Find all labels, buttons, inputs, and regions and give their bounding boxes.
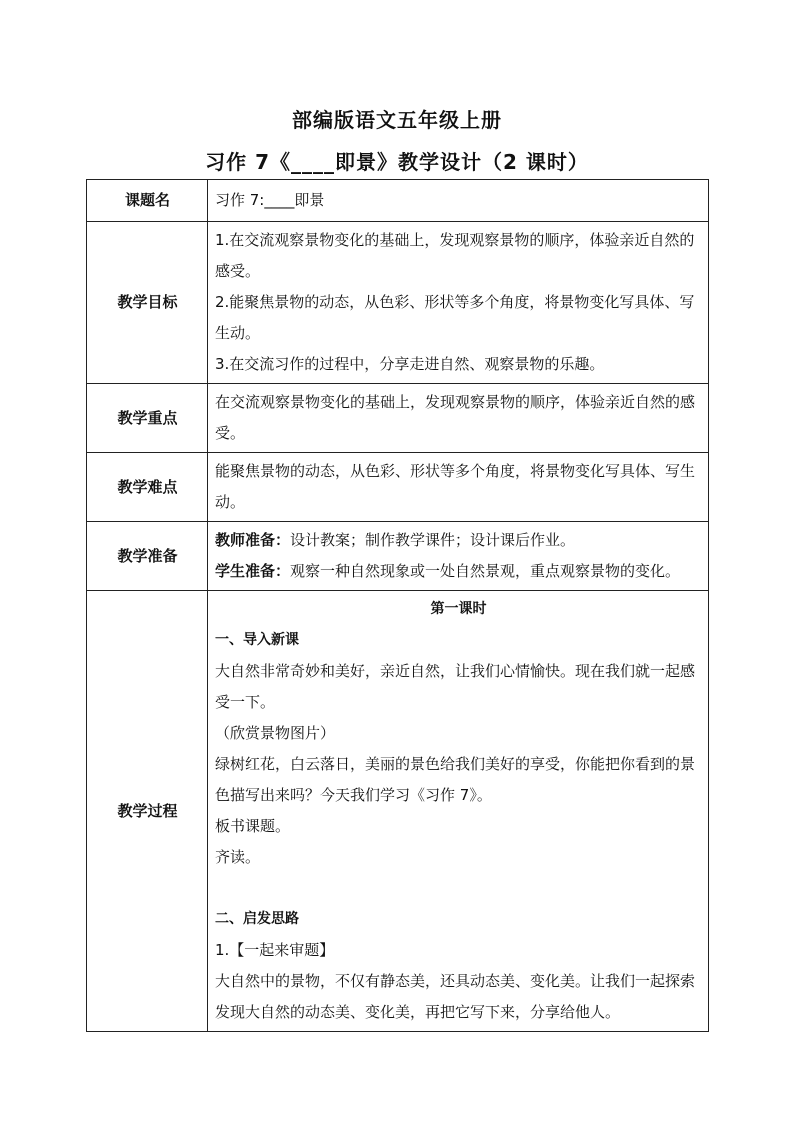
goal-item-2: 2.能聚焦景物的动态，从色彩、形状等多个角度，将景物变化写具体、写生动。 xyxy=(215,293,695,342)
goal-item-3: 3.在交流习作的过程中，分享走进自然、观察景物的乐趣。 xyxy=(215,355,605,373)
section-heading-inspire: 二、启发思路 xyxy=(215,911,299,927)
student-preparation-label: 学生准备： xyxy=(215,562,291,580)
student-preparation xyxy=(215,556,702,587)
intro-paragraph-2: （欣赏景物图片） xyxy=(215,724,336,742)
inspire-paragraph: 大自然中的景物，不仅有静态美，还具动态美、变化美。让我们一起探索发现大自然的动态美、变化美，再把它写下来，分享给他人。 xyxy=(215,972,696,1021)
inspire-subheading: 1.【一起来审题】 xyxy=(215,941,335,959)
value-difficulties: 能聚焦景物的动态，从色彩、形状等多个角度，将景物变化写具体、写生动。 xyxy=(208,453,709,522)
blank-line xyxy=(215,873,702,904)
table-row-goals xyxy=(87,222,709,384)
document-subtitle: 习作 7《____即景》教学设计（2 课时） xyxy=(205,150,589,174)
value-process xyxy=(208,591,709,1032)
table-row-process xyxy=(87,591,709,1032)
intro-paragraph-5: 齐读。 xyxy=(215,848,261,866)
label-key-points: 教学重点 xyxy=(87,384,208,453)
value-preparation xyxy=(208,522,709,591)
intro-paragraph-3: 绿树红花，白云落日，美丽的景色给我们美好的享受，你能把你看到的景色描写出来吗？今天我们学习《习作 7》。 xyxy=(215,755,696,804)
label-topic: 课题名 xyxy=(87,180,208,222)
section-heading-intro: 一、导入新课 xyxy=(215,632,299,648)
label-goals: 教学目标 xyxy=(87,222,208,384)
teacher-preparation-text: 设计教案；制作教学课件；设计课后作业。 xyxy=(290,531,576,549)
table-row-difficulties xyxy=(87,453,709,522)
student-preparation-text: 观察一种自然现象或一处自然景观，重点观察景物的变化。 xyxy=(290,562,681,580)
teacher-preparation xyxy=(215,525,702,556)
lesson-title: 第一课时 xyxy=(430,601,487,617)
value-goals xyxy=(208,222,709,384)
document-title: 部编版语文五年级上册 xyxy=(292,108,502,132)
table-row-topic xyxy=(87,180,709,222)
label-difficulties: 教学难点 xyxy=(87,453,208,522)
teacher-preparation-label: 教师准备： xyxy=(215,531,291,549)
intro-paragraph-4: 板书课题。 xyxy=(215,817,291,835)
lesson-plan-table xyxy=(86,179,709,1032)
label-process: 教学过程 xyxy=(87,591,208,1032)
value-topic: 习作 7:____即景 xyxy=(208,180,709,222)
label-preparation: 教学准备 xyxy=(87,522,208,591)
table-row-key-points xyxy=(87,384,709,453)
table-row-preparation xyxy=(87,522,709,591)
goal-item-1: 1.在交流观察景物变化的基础上，发现观察景物的顺序，体验亲近自然的感受。 xyxy=(215,231,695,280)
value-key-points: 在交流观察景物变化的基础上，发现观察景物的顺序，体验亲近自然的感受。 xyxy=(208,384,709,453)
intro-paragraph-1: 大自然非常奇妙和美好，亲近自然，让我们心情愉快。现在我们就一起感受一下。 xyxy=(215,662,696,711)
